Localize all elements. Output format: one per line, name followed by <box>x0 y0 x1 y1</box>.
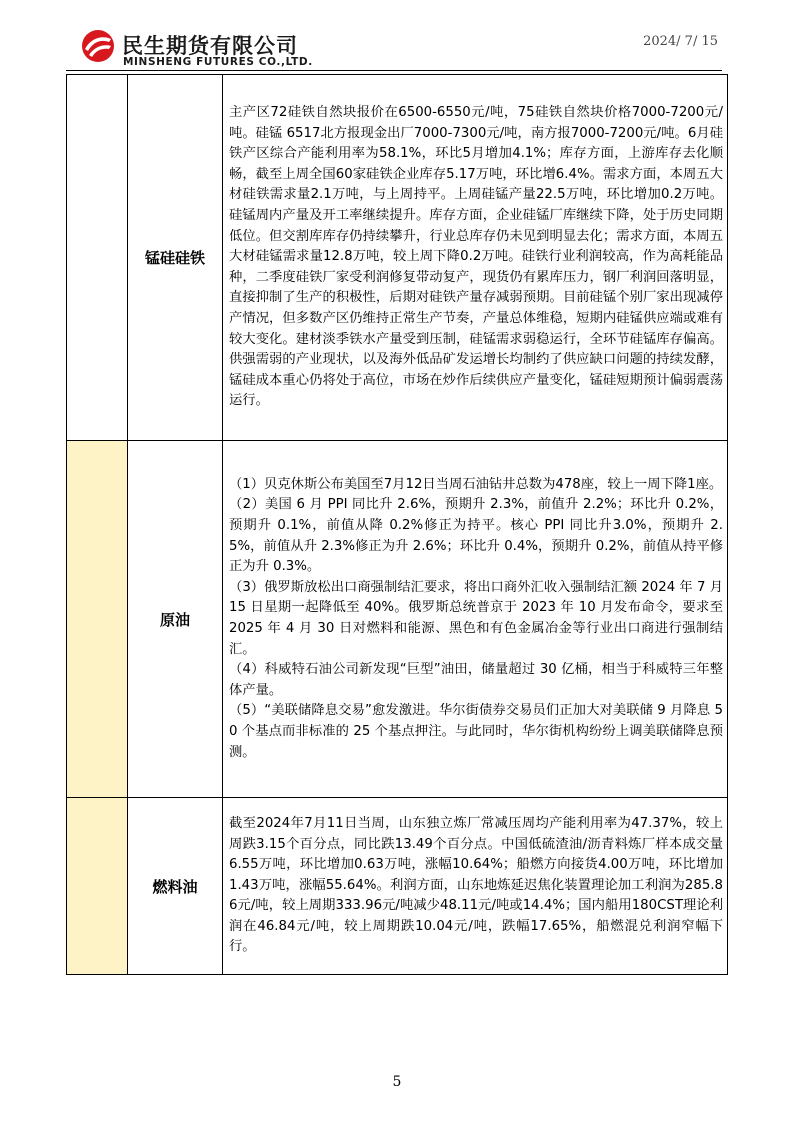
paragraph: （5）“美联储降息交易”愈发激进。华尔街债券交易员们正加大对美联储 9 月降息 50 个基点而非标准的 25 个基点押注。与此同时，华尔街机构纷纷上调美联储降息预测。 <box>229 703 723 760</box>
minsheng-logo-icon <box>80 28 116 64</box>
paragraph: 主产区72硅铁自然块报价在6500-6550元/吨，75硅铁自然块价格7000-7200元/吨。硅锰 6517北方报现金出厂7000-7300元/吨，南方报7000-7200元/吨。6月硅铁产区综合产能利用率为58.1%，环比5月增加4.1%；库存方面，上游库存去化顺畅，截至上周全国60家硅铁企业库存5.17万吨，环比增6.4%。需求方面，本周五大材硅铁需求量2.1万吨，与上周持平。上周硅锰产量22.5万吨，环比增加0.2万吨。硅锰周内产量及开工率继续提升。库存方面，企业硅锰厂库继续下降，处于历史同期低位。但交割库库存仍持续攀升，行业总库存仍未见到明显去化；需求方面，本周五大材硅锰需求量12.8万吨，较上周下降0.2万吨。硅铁行业利润较高，作为高耗能品种，二季度硅铁厂家受利润修复带动复产，现货仍有累库压力，钢厂利润回落明显，直接抑制了生产的积极性，后期对硅铁产量存减弱预期。目前硅锰个别厂家出现减停产情况，但多数产区仍维持正常生产节奏，产量总体维稳，短期内硅锰供应端或难有较大变化。建材淡季铁水产量受到压制，硅锰需求弱稳运行，全环节硅锰库存偏高。供强需弱的产业现状，以及海外低品矿发运增长均制约了供应缺口问题的持续发酵，锰硅成本重心仍将处于高位，市场在炒作后续供应产量变化，锰硅短期预计偏弱震荡运行。 <box>229 105 723 409</box>
paragraph: 截至2024年7月11日当周，山东独立炼厂常减压周均产能利用率为47.37%，较上周跌3.15个百分点，同比跌13.49个百分点。中国低硫渣油/沥青料炼厂样本成交量6.55万吨，环比增加0.63万吨，涨幅10.64%；船燃方向接货4.00万吨，环比增加1.43万吨，涨幅55.64%。利润方面，山东地炼延迟焦化装置理论加工利润为285.86元/吨，较上周期333.96元/吨减少48.11元/吨或14.4%；国内船用180CST理论利润在46.84元/吨，较上周期跌10.04元/吨，跌幅17.65%，船燃混兑利润窄幅下行。 <box>229 815 723 955</box>
row-marker-cell <box>67 441 128 798</box>
paragraph: （1）贝克休斯公布美国至7月12日当周石油钻井总数为478座，较上一周下降1座。 <box>229 476 723 492</box>
paragraph: （4）科威特石油公司新发现“巨型”油田，储量超过 30 亿桶，相当于科威特三年整体产量。 <box>229 662 723 698</box>
category-label: 锰硅硅铁 <box>128 75 223 441</box>
content-cell <box>223 441 728 798</box>
row-marker-cell <box>67 75 128 441</box>
content-cell <box>223 798 728 975</box>
commodity-table <box>66 74 728 975</box>
table-row <box>67 441 728 798</box>
page-number: 5 <box>392 1074 402 1090</box>
row-marker-cell <box>67 798 128 975</box>
paragraph: （2）美国 6 月 PPI 同比升 2.6%，预期升 2.3%，前值升 2.2%；环比升 0.2%，预期升 0.1%，前值从降 0.2%修正为持平。核心 PPI 同比升3.0%，预期升 2.5%，前值从升 2.3%修正为升 2.6%；环比升 0.4%，预期升 0.2%，前值从持平修正为升 0.3%。 <box>229 497 723 575</box>
category-label: 燃料油 <box>128 798 223 975</box>
header-divider <box>66 70 722 71</box>
company-name-cn: 民生期货有限公司 <box>122 34 298 58</box>
paragraph: （3）俄罗斯放松出口商强制结汇要求，将出口商外汇收入强制结汇额 2024 年 7 月 15 日星期一起降低至 40%。俄罗斯总统普京于 2023 年 10 月发布命令，要求至 2025 年 4 月 30 日对燃料和能源、黑色和有色金属冶金等行业出口商进行强制结汇。 <box>229 579 723 657</box>
content-cell <box>223 75 728 441</box>
page-header <box>66 26 722 70</box>
category-label: 原油 <box>128 441 223 798</box>
report-date: 2024/ 7/ 15 <box>643 34 718 49</box>
company-name-en: MINSHENG FUTURES CO.,LTD. <box>123 56 313 68</box>
table-row <box>67 75 728 441</box>
table-row <box>67 798 728 975</box>
